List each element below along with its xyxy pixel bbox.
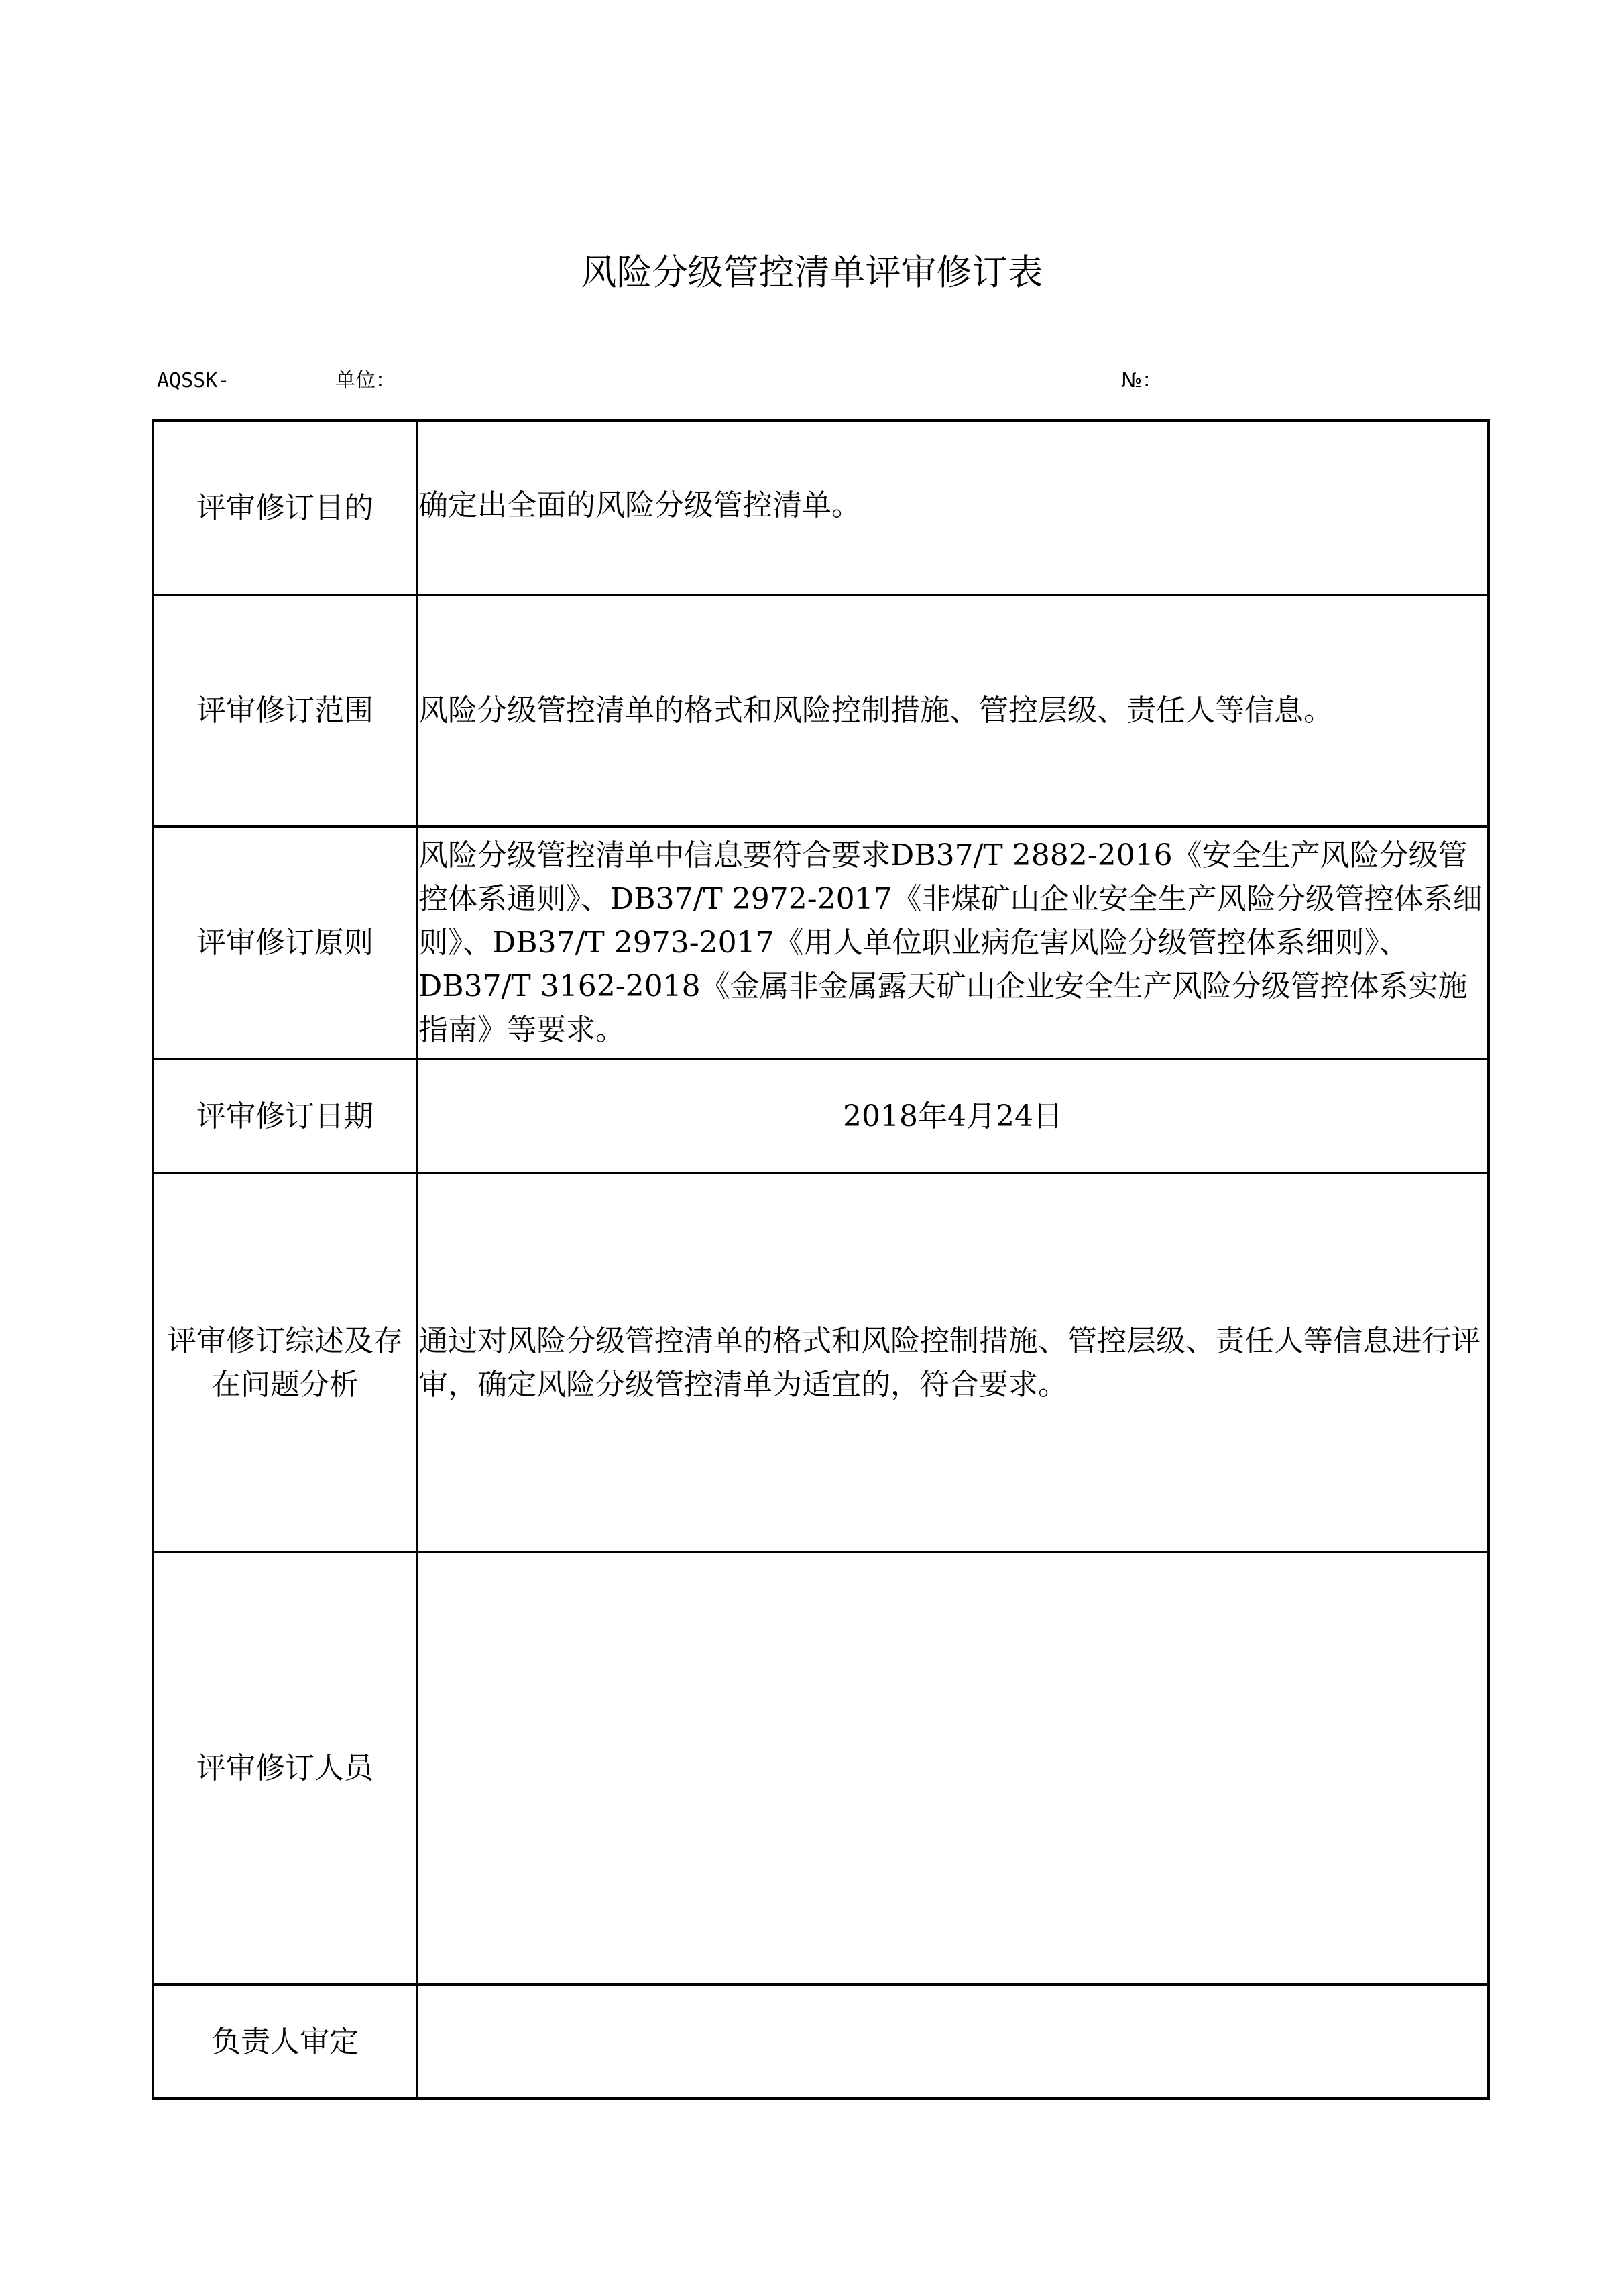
- approval-content[interactable]: [417, 1985, 1489, 2099]
- row-date: [153, 1059, 1489, 1173]
- approval-label-cell: [153, 1985, 417, 2099]
- principle-label: 评审修订原则: [196, 926, 373, 960]
- principle-content: 风险分级管控清单中信息要符合要求DB37/T 2882-2016《安全生产风险分级管控体系通则》、DB37/T 2972-2017《非煤矿山企业安全生产风险分级管控体系细则》、DB37/T 2973-2017《用人单位职业病危害风险分级管控体系细则》、DB37/T 3162-2018《金属非金属露天矿山企业安全生产风险分级管控体系实施指南》等要求。: [417, 826, 1489, 1059]
- form-code: AQSSK-: [157, 369, 230, 392]
- date-label-cell: [153, 1059, 417, 1173]
- scope-label: 评审修订范围: [196, 693, 373, 728]
- personnel-label: 评审修订人员: [196, 1751, 373, 1785]
- purpose-content: 确定出全面的风险分级管控清单。: [417, 421, 1489, 595]
- unit-label: 单位：: [335, 369, 396, 392]
- row-summary: [153, 1173, 1489, 1552]
- row-approval: [153, 1985, 1489, 2099]
- scope-label-cell: [153, 595, 417, 826]
- review-form-table: [152, 419, 1490, 2100]
- personnel-content[interactable]: [417, 1552, 1489, 1985]
- row-principle: [153, 826, 1489, 1059]
- date-content: 2018年4月24日: [417, 1059, 1489, 1173]
- date-label: 评审修订日期: [196, 1099, 373, 1133]
- summary-label-cell: [153, 1173, 417, 1552]
- approval-label: 负责人审定: [211, 2024, 359, 2059]
- purpose-label: 评审修订目的: [196, 490, 373, 525]
- page-title: 风险分级管控清单评审修订表: [581, 252, 1043, 293]
- row-personnel: [153, 1552, 1489, 1985]
- personnel-label-cell: [153, 1552, 417, 1985]
- purpose-label-cell: [153, 421, 417, 595]
- row-scope: [153, 595, 1489, 826]
- scope-content: 风险分级管控清单的格式和风险控制措施、管控层级、责任人等信息。: [417, 595, 1489, 826]
- number-label: №：: [1121, 369, 1163, 392]
- row-purpose: [153, 421, 1489, 595]
- principle-label-cell: [153, 826, 417, 1059]
- summary-content: 通过对风险分级管控清单的格式和风险控制措施、管控层级、责任人等信息进行评审，确定风险分级管控清单为适宜的，符合要求。: [417, 1173, 1489, 1552]
- summary-label: 评审修订综述及存在问题分析: [167, 1323, 403, 1402]
